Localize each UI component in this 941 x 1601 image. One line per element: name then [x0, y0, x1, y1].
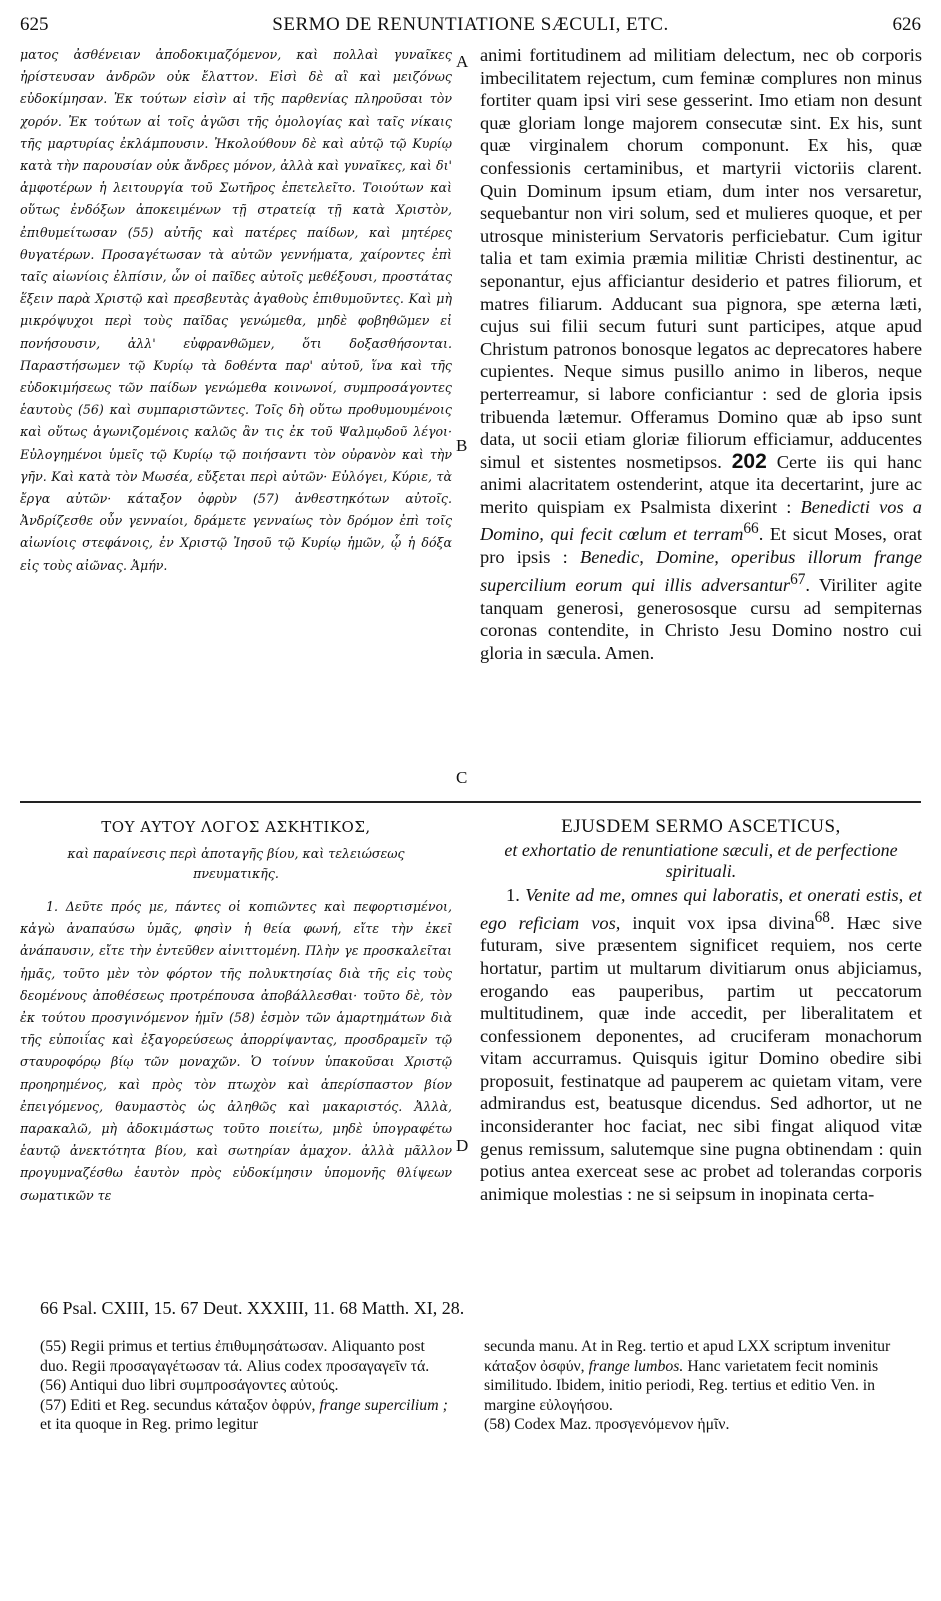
margin-marker-c: C — [456, 768, 468, 787]
note-58: (58) Codex Maz. προσγενόμενον ἡμῖν. — [484, 1416, 730, 1433]
footnote-ref-67: 67 — [790, 570, 806, 588]
page-number-right: 626 — [892, 14, 921, 35]
latin-bottom-text-2: . Hæc sive futuram, sive præsentem significet requiem, nos certe hortatur, partim ut multarum divitiarum onus abjiciamus, erogando eas pauperibus, partim ut peccatorum multitudinem, quæ inde accedit, per liberalitatem et confessionem deponentes, ad cruciferam monachorum vitam accurramus. Quisquis igitur Domino obedire sibi proposuit, festinatque ad pauperem ac quietam vitam, vere admirandus est, beatusque dicendus. Sed adhortor, ut ne inconsideranter hoc faciat, nec sibi fingat aliquod vitæ genus remissum, salutemque sine pugna obtinendam : quin potius antea exerceat sese ac probet ad tolerandas corporis animique molestias : ne si seipsum in inopinata certa- — [480, 912, 922, 1204]
note-57-text-a: (57) Editi et Reg. secundus κάταξον ὀφρύν, — [40, 1396, 316, 1414]
latin-text-top — [480, 44, 922, 664]
footnote-ref-66: 66 — [743, 520, 759, 538]
note-57-italic-2: frange lumbos. — [588, 1357, 684, 1375]
note-57-text-b: et ita quoque in Reg. primo legitur — [40, 1416, 259, 1433]
matthew-quote: Venite ad me, omnes qui laboratis, et onerati estis, et ego reficiam vos, — [480, 885, 922, 933]
greek-column-bottom — [20, 896, 452, 1296]
running-title: SERMO DE RENUNTIATIONE SÆCULI, ETC. — [272, 14, 669, 35]
section-number: 202 — [731, 449, 767, 473]
latin-text-3: . Et sicut Moses, orat pro ipsis : — [480, 524, 922, 568]
note-57 — [40, 1396, 452, 1435]
greek-text-bottom: 1. Δεῦτε πρός με, πάντες οἱ κοπιῶντες καὶ πεφορτισμένοι, κἀγὼ ἀναπαύσω ὑμᾶς, φησὶν ἡ θεία φωνή, εἴτε τὴν ἐκεῖ ἀνάπαυσιν, εἴτε τὴν ἐντεῦθεν αἰνιττομένη. Πλὴν γε προσκαλεῖται ἡμᾶς, τοῦτο μὲν τὸν φόρτον τῆς πολυκτησίας διὰ τῆς εἰς τοὺς δεομένους ἀποθέσεως προτρέπουσα ἀποβάλλεσθαι· τοῦτο δὲ, τὸν ἐκ τούτου προσγινόμενον ἡμῖν (58) ἐσμὸν τῶν ἁμαρτημάτων διὰ τῆς εὐποιΐας καὶ ἐξαγορεύσεως ἀπορρίψαντας, προσδραμεῖν τῷ σταυροφόρῳ βίῳ τῶν μοναχῶν. Ὁ τοίνυν ὑπακοῦσαι Χριστῷ προηρημένος, καὶ πρὸς τὸν πτωχὸν καὶ ἀπερίσπαστον βίον ἐπειγόμενος, θαυμαστὸς ὡς ἀληθῶς καὶ μακαριστός. Ἀλλὰ, παρακαλῶ, μὴ ἀδοκιμάστως τοῦτο ποιείτω, μηδὲ ὑπογραφέτω ἑαυτῷ ἀνεκτότητα βίου, καὶ σωτηρίαν ἀμαχον. ἀλλὰ μᾶλλον προγυμναζέσθω ἑαυτὸν πρὸς εὐδοκίμησιν ὑπομονῆς θλίψεων σωματικῶν τε — [20, 899, 452, 1203]
note-55: (55) Regii primus et tertius ἐπιθυμησάτωσαν. Aliquanto post duo. Regii προσαγαγέτωσαν τά. Alius codex προσαγαγεῖν τά. — [40, 1338, 430, 1375]
latin-section-subtitle: et exhortatio de renuntiatione sæculi, et de perfectione spirituali. — [504, 840, 898, 881]
latin-text-bottom — [480, 884, 922, 1205]
note-57-text-d: Hanc varietatem fecit nominis similitudo. Ibidem, initio periodi, Reg. tertius et editio Ven. in margine εὐλογήσου. — [484, 1357, 879, 1414]
greek-section-title: ΤΟΥ ΑΥΤΟΥ ΛΟΓΟΣ ΑΣΚΗΤΙΚΟΣ, — [101, 818, 371, 836]
greek-section-subtitle: καὶ παραίνεσις περὶ ἀποταγῆς βίου, καὶ τελειώσεως πνευματικῆς. — [67, 846, 405, 881]
latin-bottom-text-1: inquit vox ipsa divina — [632, 912, 815, 933]
page-header — [20, 14, 921, 38]
margin-marker-a: A — [456, 52, 469, 71]
scripture-references: 66 Psal. CXIII, 15. 67 Deut. XXXIII, 11. 68 Matth. XI, 28. — [40, 1298, 465, 1318]
notes-right-column — [484, 1337, 922, 1435]
note-56: (56) Antiqui duo libri συμπροσάγοντες αὐτούς. — [40, 1377, 339, 1394]
latin-text-1: animi fortitudinem ad militiam delectum, nec ob corporis imbecilitatem rejectum, cum feminæ complures non minus fortiter quam ipsi viri sese gesserint. Imo etiam non desunt quæ gloriam longe majorem consecutæ sint. Ex his, sunt quæ virginalem chorum componunt. Ex his, quæ confessionis certaminibus, et martyrii victoriis clarent. Quin Dominum ipsum etiam, dum inter nos versaretur, sequebantur non viri solum, sed et mulieres quoque, et per utrosque ministerium Servatoris perficiebatur. Cum igitur talia et tam eximia præmia militiæ Christi destinentur, ac seponantur, ejus afficiantur desiderio et patres filiorum, et matres filiarum. Adducant sua pignora, spe æterna læti, cujus sui filii secum futuri sunt participes, atque apud Christum patronos bonosque legatos ac deprecatores habere cupientes. Neque simus pusillo animo in liberos, neque perterreamur, si labore conficiantur : sed de gloria ipsis tribuenda lætemur. Offeramus Domino quæ ab ipso sunt data, ut socii etiam gloriæ filiorum efficiamur, adducentes simul et sistentes nosmetipsos. — [480, 45, 922, 472]
note-57-text-c: secunda manu. At in Reg. tertio et apud LXX scriptum invenitur κάταξον ὀσφύν, — [484, 1338, 891, 1375]
latin-section-title: EJUSDEM SERMO ASCETICUS, — [561, 816, 841, 837]
margin-marker-d: D — [456, 1136, 469, 1155]
page-number-left: 625 — [20, 14, 49, 35]
paragraph-number: 1. — [506, 885, 520, 905]
greek-text-top: ματος ἀσθένειαν ἀποδοκιμαζόμενον, καὶ πολλαὶ γυναῖκες ἠρίστευσαν ἀνδρῶν οὐκ ἔλαττον. Εἰσὶ δὲ αἳ καὶ μειζόνως εὐδοκίμησαν. Ἐκ τούτων εἰσὶν αἱ τῆς παρθενίας πληροῦσαι τὸν χορόν. Ἐκ τούτων αἱ τοῖς ἀγῶσι τῆς ὁμολογίας καὶ ταῖς νίκαις τῆς μαρτυρίας ἐκλάμπουσιν. Ἠκολούθουν δὲ καὶ αὐτῷ τῷ Κυρίῳ κατὰ τὴν παρουσίαν οὐκ ἄνδρες μόνον, ἀλλὰ καὶ γυναῖκες, καὶ δι' ἀμφοτέρων ἡ λειτουργία τοῦ Σωτῆρος ἐπετελεῖτο. Τοιούτων καὶ οὕτως ἐνδόξων ἀποκειμένων τῇ στρατείᾳ τῇ κατὰ Χριστὸν, ἐπιθυμείτωσαν (55) αὐτῆς καὶ πατέρες παίδων, καὶ μητέρες θυγατέρων. Προσαγέτωσαν τὰ αὐτῶν γεννήματα, χαίροντες ἐπὶ ταῖς αἰωνίοις ἐλπίσιν, ὧν οἱ παῖδες αὐτοῖς μεθέξουσι, προστάτας ἕξειν παρὰ Χριστῷ καὶ πρεσβευτὰς ἀγαθοὺς ἐπιθυμοῦντες. Καὶ μὴ μικρόψυχοι περὶ τοὺς παῖδας γενώμεθα, μηδὲ φοβηθῶμεν εἰ πονήσουσιν, ἀλλ' εὐφρανθῶμεν, ὅτι δοξασθήσονται. Παραστήσωμεν τῷ Κυρίῳ τὰ δοθέντα παρ' αὐτοῦ, ἵνα καὶ τῆς εὐδοκιμήσεως τῶν παίδων γενώμεθα κοινωνοί, συμπροσάγοντες ἑαυτοὺς (56) καὶ συμπαριστῶντες. Τοῖς δὴ οὕτω προθυμουμένοις καὶ οὕτως ἀγωνιζομένοις καλῶς ἂν τις ἐκ τοῦ Ψαλμῳδοῦ λέγοι· Εὐλογημένοι ὑμεῖς τῷ Κυρίῳ τῷ ποιήσαντι τὸν οὐρανὸν καὶ τὴν γῆν. Καὶ κατὰ τὸν Μωσέα, εὔξεται περὶ αὐτῶν· Εὐλόγει, Κύριε, τὰ ἔργα αὐτῶν· κάταξον ὀφρὺν (57) ἀνθεστηκότων αὐτοῖς. Ἀνδρίζεσθε οὖν γενναίοι, δράμετε γενναίως τὸν δρόμον ἐπὶ τοῖς αἰωνίοις στεφάνοις, ἐν Χριστῷ Ἰησοῦ τῷ Κυρίῳ ἡμῶν, ᾧ ἡ δόξα εἰς τοὺς αἰῶνας. Ἀμήν. — [20, 47, 452, 573]
psalm-quote: Benedicti vos a Domino, qui fecit cœlum et terram — [480, 496, 922, 545]
notes-left-column — [40, 1337, 452, 1435]
note-57-continued — [484, 1337, 922, 1415]
latin-text-2: Certe iis qui hanc animi alacritatem ostenderint, atque ita decertarint, jure ac merito quispiam ex Psalmista dixerint : — [480, 451, 922, 517]
margin-marker-b: B — [456, 436, 468, 455]
deuteronomy-quote: Benedic, Domine, operibus illorum frange supercilium eorum qui illis adversantur — [480, 547, 922, 595]
note-57-italic: frange supercilium ; — [319, 1396, 448, 1414]
latin-column-top — [480, 44, 922, 794]
greek-column-top — [20, 44, 452, 756]
latin-column-bottom — [480, 884, 922, 1294]
latin-text-4: . Viriliter agite tanquam generosi, generososque cursu ad sempiternas coronas contendite, in Christo Jesu Domino nostro cui gloria in sæcula. Amen. — [480, 574, 922, 663]
section-divider — [20, 801, 921, 803]
footnote-ref-68: 68 — [814, 908, 830, 926]
